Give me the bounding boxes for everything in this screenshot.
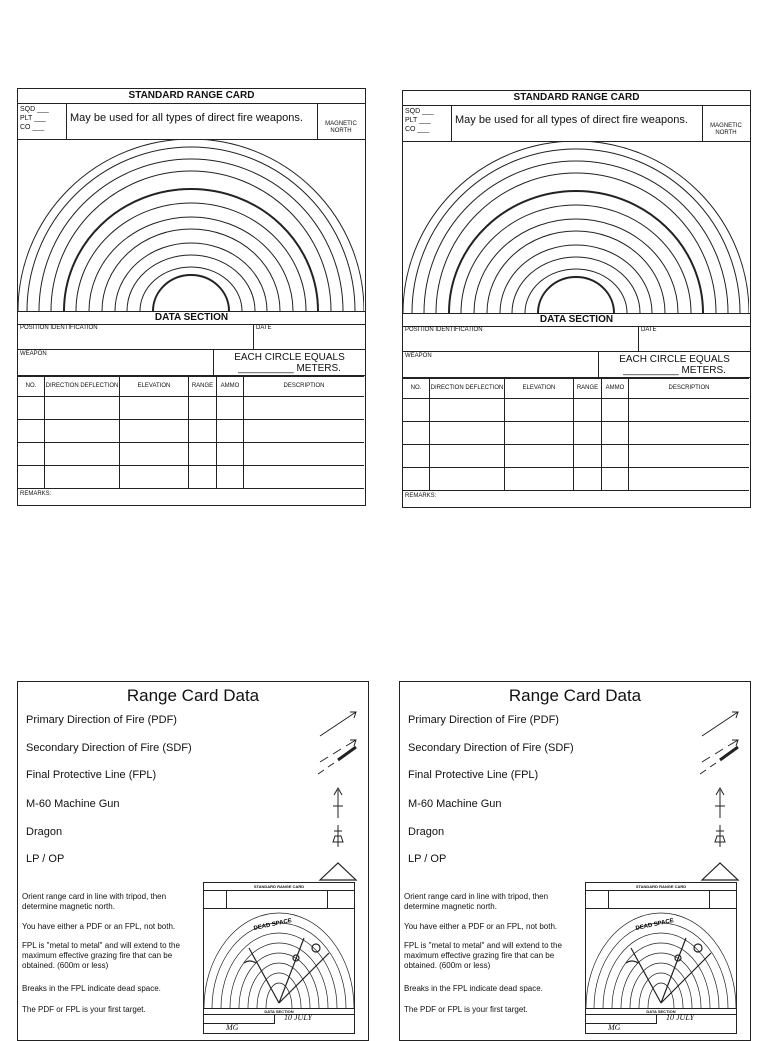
lp-op-icon — [702, 863, 738, 880]
example-data-section: DATA SECTION — [204, 1008, 354, 1015]
instruction-5: The PDF or FPL is your first target. — [404, 1005, 528, 1014]
remarks-label: REMARKS: — [20, 491, 52, 497]
instruction-2: You have either a PDF or an FPL, not both. — [404, 922, 558, 931]
col-elevation: ELEVATION — [120, 377, 189, 397]
example-date: 10 JULY — [666, 1013, 695, 1022]
position-id-field: POSITION IDENTIFICATION — [403, 326, 639, 352]
col-elevation: ELEVATION — [505, 379, 574, 399]
legend-item-pdf: Primary Direction of Fire (PDF) — [26, 714, 177, 726]
instruction-3: FPL is "metal to metal" and will extend to the maximum effective grazing fire that can be obtained. (600m or less) — [22, 941, 180, 970]
range-arc — [449, 191, 703, 313]
table-row — [403, 422, 749, 445]
range-arc — [115, 243, 267, 311]
range-card-title: STANDARD RANGE CARD — [403, 91, 750, 106]
table-row — [403, 468, 749, 491]
example-card-title: STANDARD RANGE CARD — [204, 883, 354, 891]
legend-item-lpop: LP / OP — [408, 853, 447, 865]
table-row — [403, 399, 749, 422]
table-row — [18, 397, 364, 420]
example-weapon: MG — [608, 1023, 621, 1032]
example-card-header — [586, 890, 736, 909]
co-field: CO ___ — [405, 126, 430, 133]
machine-gun-icon — [333, 788, 343, 818]
legend-item-lpop: LP / OP — [26, 853, 65, 865]
pdf-arrow-icon — [320, 712, 356, 736]
circle-equals-label: EACH CIRCLE EQUALS — [619, 354, 730, 365]
legend-item-fpl: Final Protective Line (FPL) — [26, 769, 157, 781]
range-arc — [500, 245, 652, 313]
range-arc — [18, 139, 364, 311]
table-row — [18, 420, 364, 443]
range-arc — [525, 269, 627, 313]
range-card-left — [17, 88, 366, 506]
col-range: RANGE — [574, 379, 602, 399]
range-arc-inner — [153, 275, 229, 311]
range-arc-inner — [538, 277, 614, 313]
meters-label: __________ METERS. — [238, 363, 341, 374]
table-header-row — [403, 379, 749, 399]
col-no: NO. — [18, 377, 45, 397]
range-arc — [512, 257, 640, 313]
example-date: 10 JULY — [284, 1013, 313, 1022]
example-weapon: MG — [226, 1023, 239, 1032]
example-range-card — [203, 882, 355, 1034]
sqd-field: SQD ___ — [20, 106, 49, 113]
legend-item-m60: M-60 Machine Gun — [26, 798, 120, 810]
example-arcs-diagram — [204, 908, 354, 1008]
date-field: DATE — [639, 326, 750, 352]
col-range: RANGE — [189, 377, 217, 397]
dragon-icon — [333, 825, 343, 847]
magnetic-north-box — [704, 123, 748, 137]
co-field: CO ___ — [20, 124, 45, 131]
range-card-data-left — [17, 681, 369, 1041]
instruction-1: Orient range card in line with tripod, then determine magnetic north. — [22, 892, 167, 911]
remarks-label: REMARKS: — [405, 493, 437, 499]
plt-field: PLT ___ — [20, 115, 46, 122]
legend-symbols — [698, 710, 744, 910]
range-arc — [39, 159, 343, 311]
range-arc — [64, 189, 318, 311]
legend-item-sdf: Secondary Direction of Fire (SDF) — [26, 742, 192, 754]
usage-note: May be used for all types of direct fire weapons. — [451, 105, 703, 141]
instruction-1: Orient range card in line with tripod, then determine magnetic north. — [404, 892, 549, 911]
usage-note: May be used for all types of direct fire weapons. — [66, 103, 318, 139]
range-arc — [153, 275, 229, 311]
example-card-header — [204, 890, 354, 909]
col-ammo: AMMO — [217, 377, 244, 397]
weapon-field: WEAPON — [18, 350, 214, 376]
lp-op-icon — [320, 863, 356, 880]
data-section-title: DATA SECTION — [18, 311, 365, 325]
col-description: DESCRIPTION — [244, 377, 365, 397]
range-card-right — [402, 90, 751, 508]
table-header-row — [18, 377, 364, 397]
instruction-2: You have either a PDF or an FPL, not both. — [22, 922, 176, 931]
col-direction: DIRECTION DEFLECTION — [430, 379, 505, 399]
legend-item-dragon: Dragon — [408, 826, 445, 838]
legend-item-m60: M-60 Machine Gun — [408, 798, 502, 810]
col-no: NO. — [403, 379, 430, 399]
table-row — [403, 445, 749, 468]
instruction-5: The PDF or FPL is your first target. — [22, 1005, 146, 1014]
range-arc — [51, 171, 331, 311]
table-row — [18, 466, 364, 489]
range-arcs-diagram — [403, 141, 749, 313]
legend-item-sdf: Secondary Direction of Fire (SDF) — [408, 742, 574, 754]
unit-fields — [20, 105, 49, 132]
example-data-section: DATA SECTION — [586, 1008, 736, 1015]
example-arcs-diagram — [586, 908, 736, 1008]
dragon-icon — [715, 825, 725, 847]
range-arc — [461, 205, 691, 313]
range-arc — [474, 219, 678, 313]
range-card-header — [403, 105, 750, 142]
unit-fields — [405, 107, 434, 134]
range-arc-inner — [64, 189, 318, 311]
range-card-header — [18, 103, 365, 140]
data-section-title: DATA SECTION — [403, 313, 750, 327]
sqd-field: SQD ___ — [405, 108, 434, 115]
range-card-title: STANDARD RANGE CARD — [18, 89, 365, 104]
magnetic-label: MAGNETIC — [325, 121, 357, 127]
legend-item-dragon: Dragon — [26, 826, 63, 838]
instruction-4: Breaks in the FPL indicate dead space. — [404, 984, 543, 993]
instruction-3: FPL is "metal to metal" and will extend to the maximum effective grazing fire that can be obtained. (600m or less) — [404, 941, 562, 970]
pdf-arrow-icon — [702, 712, 738, 736]
legend-title: Range Card Data — [508, 686, 642, 705]
data-table — [18, 376, 364, 489]
range-arc — [76, 203, 306, 311]
range-arc — [403, 141, 749, 313]
col-description: DESCRIPTION — [629, 379, 750, 399]
instruction-4: Breaks in the FPL indicate dead space. — [22, 984, 161, 993]
example-dead-space: DEAD SPACE — [635, 917, 675, 932]
north-label: NORTH — [715, 130, 737, 136]
circle-equals-field — [214, 350, 365, 376]
range-arc — [424, 161, 728, 313]
example-range-card — [585, 882, 737, 1034]
range-arc — [140, 267, 242, 311]
date-field: DATE — [254, 324, 365, 350]
legend-item-pdf: Primary Direction of Fire (PDF) — [408, 714, 559, 726]
data-table — [403, 378, 749, 491]
weapon-field: WEAPON — [403, 352, 599, 378]
table-row — [18, 443, 364, 466]
circle-equals-label: EACH CIRCLE EQUALS — [234, 352, 345, 363]
machine-gun-icon — [715, 788, 725, 818]
col-ammo: AMMO — [602, 379, 629, 399]
legend-title: Range Card Data — [126, 686, 260, 705]
example-dead-space: DEAD SPACE — [253, 917, 293, 932]
legend-item-fpl: Final Protective Line (FPL) — [408, 769, 539, 781]
magnetic-north-box — [319, 121, 363, 135]
circle-equals-field — [599, 352, 750, 378]
range-arc — [436, 173, 716, 313]
magnetic-label: MAGNETIC — [710, 123, 742, 129]
range-arc-inner — [449, 191, 703, 313]
meters-label: __________ METERS. — [623, 365, 726, 376]
range-arc — [538, 277, 614, 313]
legend-symbols — [316, 710, 362, 910]
col-direction: DIRECTION DEFLECTION — [45, 377, 120, 397]
range-arc — [89, 217, 293, 311]
north-label: NORTH — [330, 128, 352, 134]
range-arcs-diagram — [18, 139, 364, 311]
example-card-title: STANDARD RANGE CARD — [586, 883, 736, 891]
range-card-data-right — [399, 681, 751, 1041]
range-arc — [127, 255, 255, 311]
position-id-field: POSITION IDENTIFICATION — [18, 324, 254, 350]
plt-field: PLT ___ — [405, 117, 431, 124]
